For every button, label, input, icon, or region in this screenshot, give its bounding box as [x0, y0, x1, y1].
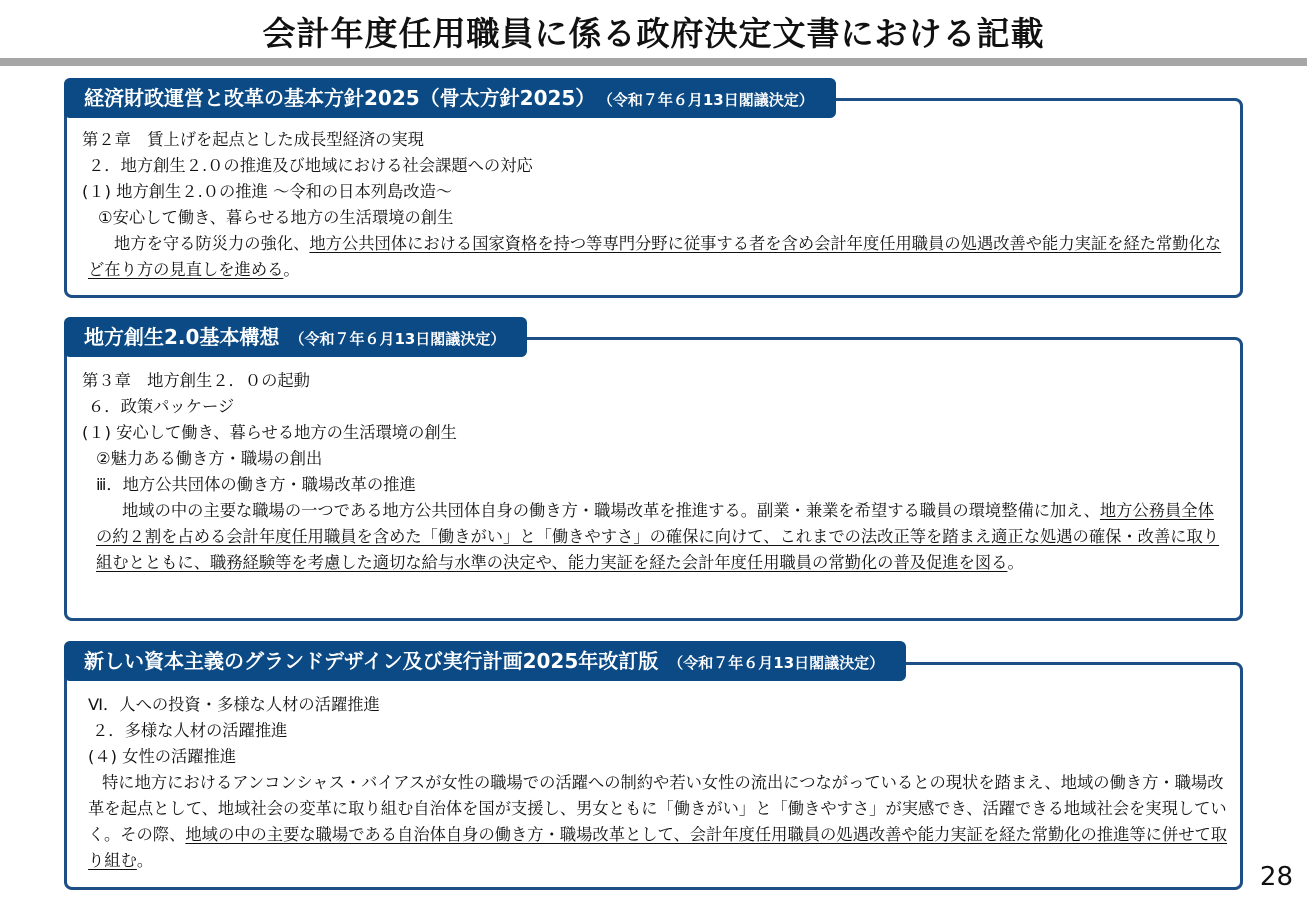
- body-paragraph: [82, 231, 1230, 283]
- section-tab-honebuto: [64, 78, 836, 118]
- paragraph-text: 地域の中の主要な職場の一つである地方公共団体自身の働き方・職場改革を推進する。副業・兼業を希望する職員の環境整備に加え、: [122, 501, 1100, 520]
- paragraph-end: 。: [1007, 553, 1024, 572]
- paragraph-end: 。: [283, 260, 300, 279]
- subsection-heading: ２．多様な人材の活躍推進: [92, 721, 288, 740]
- paragraph-text: 地方を守る防災力の強化、: [114, 234, 310, 253]
- chapter-heading: 第２章 賃上げを起点とした成長型経済の実現: [82, 130, 424, 149]
- section-tab-title: 経済財政運営と改革の基本方針2025（骨太方針2025）: [84, 86, 596, 110]
- body-paragraph: [82, 498, 1220, 576]
- chapter-heading: 第３章 地方創生２．０の起動: [82, 371, 310, 390]
- subsection-heading: ６．政策パッケージ: [88, 397, 235, 416]
- section-tab-atarashii-shihonshugi: [64, 641, 906, 681]
- item-heading: (１) 安心して働き、暮らせる地方の生活環境の創生: [82, 423, 457, 442]
- underlined-text: 地方公務員全体の約２割を占める会計年度任用職員を含めた「働きがい」と「働きやすさ」の確保に向けて、これまでの法改正等を踏まえ適正な処遇の確保・改善に取り組むとともに、職務経験等を考慮した適切な給与水準の決定や、能力実証を経た会計年度任用職員の常勤化の普及促進を図る: [96, 501, 1220, 572]
- subitem-heading: ①安心して働き、暮らせる地方の生活環境の創生: [98, 208, 454, 227]
- subitem-heading: ②魅力ある働き方・職場の創出: [96, 449, 323, 468]
- body-paragraph: [88, 770, 1230, 874]
- section-tab-date: （令和７年６月13日閣議決定）: [289, 330, 506, 348]
- title-divider: [0, 58, 1307, 66]
- section-tab-title: 地方創生2.0基本構想: [84, 325, 280, 349]
- page-number: 28: [1259, 862, 1293, 892]
- paragraph-text: 特に地方におけるアンコンシャス・バイアスが女性の職場での活躍への制約や若い女性の流出につながっているとの現状を踏まえ、地域の働き方・職場改革を起点として、地域社会の変革に取り組む自治体を国が支援し、男女ともに「働きがい」と「働きやすさ」が実感でき、活躍できる地域社会を実現していく。その際、: [88, 773, 1227, 844]
- subsection-heading: ２．地方創生２.０の推進及び地域における社会課題への対応: [88, 156, 533, 175]
- section-tab-date: （令和７年６月13日閣議決定）: [605, 91, 814, 109]
- page-title: 会計年度任用職員に係る政府決定文書における記載: [262, 14, 1045, 53]
- underlined-text: 地方公共団体における国家資格を持つ等専門分野に従事する者を含め会計年度任用職員の処遇改善や能力実証を経た常勤化など在り方の見直しを進める: [88, 234, 1222, 279]
- section-tab-date: （令和７年６月13日閣議決定）: [668, 654, 885, 672]
- underlined-text: 地域の中の主要な職場である自治体自身の働き方・職場改革として、会計年度任用職員の処遇改善や能力実証を経た常勤化の推進等に併せて取り組む: [88, 825, 1228, 870]
- item-heading: (１) 地方創生２.０の推進 ～令和の日本列島改造～: [82, 182, 453, 201]
- chapter-heading: Ⅵ．人への投資・多様な人材の活躍推進: [88, 695, 380, 714]
- section-tab-chihou-sousei: [64, 317, 527, 357]
- section-content-honebuto: [82, 127, 1230, 283]
- subsubitem-heading: ⅲ．地方公共団体の働き方・職場改革の推進: [96, 475, 416, 494]
- paragraph-end: 。: [136, 851, 154, 870]
- section-tab-title: 新しい資本主義のグランドデザイン及び実行計画2025年改訂版: [84, 649, 659, 673]
- section-content-chihou-sousei: [82, 368, 1220, 576]
- section-content-atarashii-shihonshugi: [88, 692, 1230, 874]
- item-heading: (４) 女性の活躍推進: [88, 747, 237, 766]
